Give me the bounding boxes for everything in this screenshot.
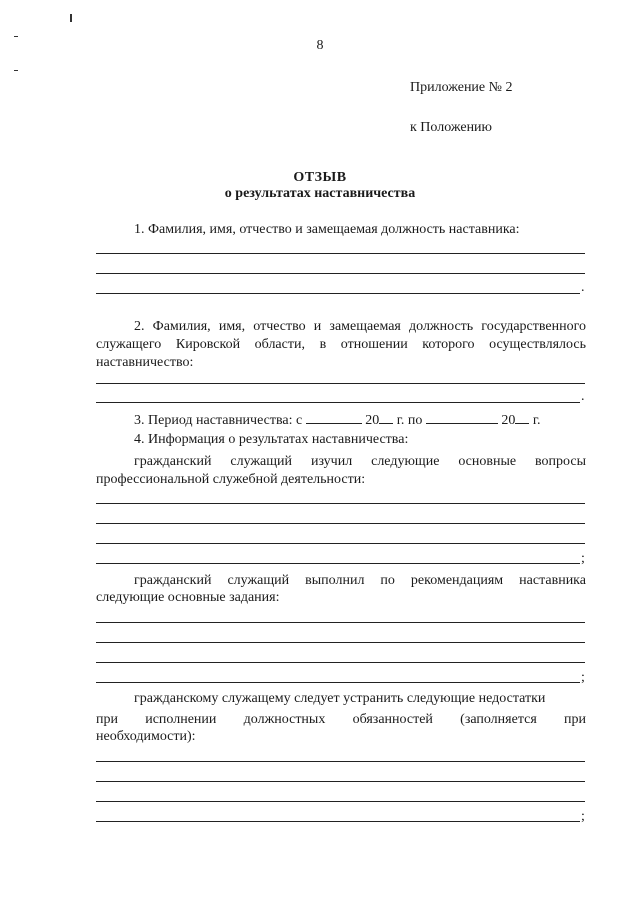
period-prefix: 3. Период наставничества: с xyxy=(134,413,303,428)
block-a-line-1: гражданский служащий изучил следующие основные вопросы xyxy=(134,454,586,469)
item-2-line-3: наставничество: xyxy=(96,355,194,370)
document-title: ОТЗЫВ xyxy=(293,170,347,185)
fill-line xyxy=(96,662,585,663)
end-date-blank xyxy=(426,410,498,424)
item-1-label: 1. Фамилия, имя, отчество и замещаемая должность наставника: xyxy=(134,222,520,237)
end-period: . xyxy=(581,280,585,295)
fill-line xyxy=(96,563,580,564)
fill-line xyxy=(96,821,580,822)
fill-line xyxy=(96,253,585,254)
block-c-line-2: при исполнении должностных обязанностей (заполняется при xyxy=(96,712,586,727)
fill-line xyxy=(96,622,585,623)
end-year-blank xyxy=(515,410,529,424)
period-suffix: г. xyxy=(532,413,541,428)
fill-line xyxy=(96,383,585,384)
block-c-line-3: необходимости): xyxy=(96,729,196,744)
block-c-line-1: гражданскому служащему следует устранить следующие недостатки xyxy=(134,691,546,706)
fill-line xyxy=(96,642,585,643)
fill-line xyxy=(96,781,585,782)
page-number: 8 xyxy=(316,38,324,53)
fill-line xyxy=(96,293,580,294)
start-year: 20 xyxy=(365,413,380,428)
fill-line xyxy=(96,543,585,544)
block-b-line-1: гражданский служащий выполнил по рекомендациям наставника xyxy=(134,573,586,588)
end-period: . xyxy=(581,389,585,404)
item-2-line-1: 2. Фамилия, имя, отчество и замещаемая должность государственного xyxy=(134,319,586,334)
block-a-line-2: профессиональной служебной деятельности: xyxy=(96,472,366,487)
appendix-reference: к Положению xyxy=(410,120,493,135)
end-semicolon: ; xyxy=(581,551,585,566)
fill-line xyxy=(96,503,585,504)
end-semicolon: ; xyxy=(581,809,585,824)
item-2-line-2: служащего Кировской области, в отношении которого осуществлялось xyxy=(96,337,586,352)
fill-line xyxy=(96,801,585,802)
fill-line xyxy=(96,273,585,274)
fill-line xyxy=(96,682,580,683)
start-year-blank xyxy=(379,410,393,424)
end-semicolon: ; xyxy=(581,670,585,685)
item-4-label: 4. Информация о результатах наставничества: xyxy=(134,432,409,447)
end-year: 20 xyxy=(501,413,516,428)
scan-mark xyxy=(70,14,72,22)
block-b-line-2: следующие основные задания: xyxy=(96,590,280,605)
appendix-label: Приложение № 2 xyxy=(410,80,513,95)
start-date-blank xyxy=(306,410,362,424)
document-subtitle: о результатах наставничества xyxy=(224,186,416,201)
scan-mark xyxy=(14,70,18,71)
period-mid: г. по xyxy=(396,413,423,428)
fill-line xyxy=(96,523,585,524)
fill-line xyxy=(96,761,585,762)
fill-line xyxy=(96,402,580,403)
item-3-period xyxy=(134,410,541,429)
scan-mark xyxy=(14,36,18,37)
